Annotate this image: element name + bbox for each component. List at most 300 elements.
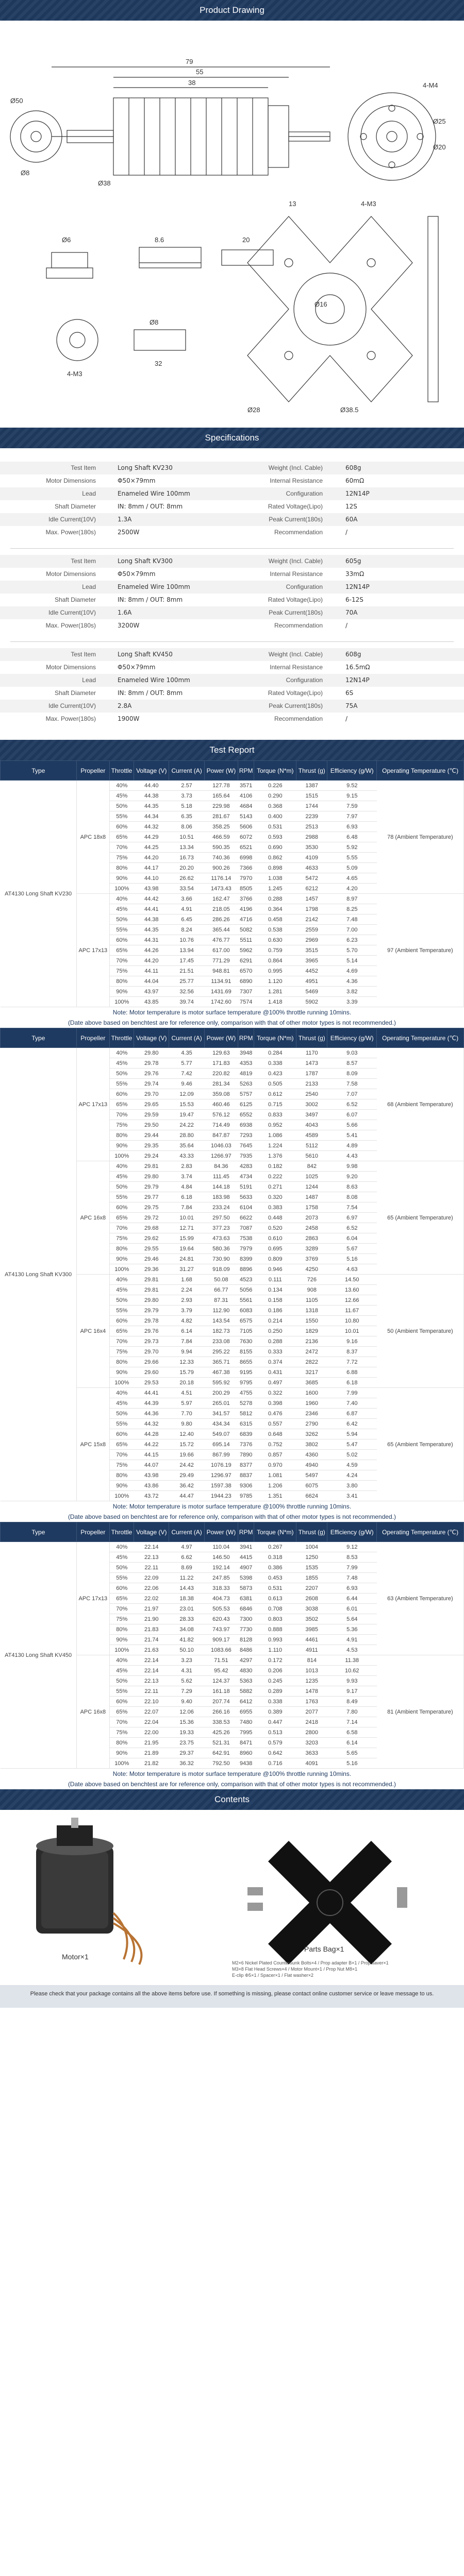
- table-cell: 4297: [238, 1655, 254, 1666]
- table-cell: 26.62: [169, 873, 204, 884]
- table-cell: 8471: [238, 1738, 254, 1748]
- table-cell: 521.31: [204, 1738, 238, 1748]
- section-title-product-drawing: Product Drawing: [0, 0, 464, 21]
- spec-value: Enameled Wire 100mm: [118, 676, 190, 684]
- table-cell: 12.71: [169, 1223, 204, 1233]
- table-cell: 4684: [238, 801, 254, 811]
- table-cell: 28.33: [169, 1614, 204, 1624]
- table-cell: 8.09: [327, 1069, 377, 1079]
- table-cell: 55%: [109, 1573, 134, 1583]
- propeller-cell: APC 17x13: [76, 1542, 109, 1655]
- table-cell: 0.520: [254, 1223, 296, 1233]
- table-cell: 127.78: [204, 781, 238, 791]
- table-header: Propeller: [76, 1522, 109, 1542]
- table-cell: 44.42: [134, 894, 169, 904]
- table-cell: 20.18: [169, 1378, 204, 1388]
- table-cell: 0.271: [254, 1182, 296, 1192]
- table-header: Thrust (g): [296, 1522, 327, 1542]
- table-cell: 10.62: [327, 1666, 377, 1676]
- table-cell: 4.24: [327, 1470, 377, 1481]
- table-cell: 90%: [109, 1748, 134, 1758]
- table-cell: 44.41: [134, 904, 169, 914]
- table-cell: 9.46: [169, 1079, 204, 1089]
- table-cell: 7.48: [327, 1573, 377, 1583]
- table-cell: 11.22: [169, 1573, 204, 1583]
- dim-label: 13: [289, 200, 296, 208]
- table-cell: 43.98: [134, 884, 169, 894]
- table-cell: 6.42: [327, 1419, 377, 1429]
- spec-value: IN: 8mm / OUT: 8mm: [118, 596, 183, 603]
- spec-value: Enameled Wire 100mm: [118, 583, 190, 590]
- spec-block: [0, 648, 464, 725]
- table-cell: 1004: [296, 1542, 327, 1552]
- table-cell: 22.00: [134, 1727, 169, 1738]
- spec-row: [0, 648, 464, 661]
- table-cell: 1.038: [254, 873, 296, 884]
- table-cell: 35.64: [169, 1141, 204, 1151]
- spec-key: Test Item: [71, 651, 96, 658]
- table-cell: 6.14: [169, 1326, 204, 1336]
- propeller-cell: APC 16x8: [76, 1161, 109, 1275]
- table-header: Operating Temperature (℃): [377, 1028, 464, 1048]
- table-cell: 87.31: [204, 1295, 238, 1306]
- table-cell: 0.752: [254, 1439, 296, 1450]
- table-cell: 43.86: [134, 1481, 169, 1491]
- table-cell: 5.18: [169, 801, 204, 811]
- table-cell: 814: [296, 1655, 327, 1666]
- table-cell: 7730: [238, 1624, 254, 1635]
- table-cell: 6.58: [327, 1727, 377, 1738]
- table-cell: 1550: [296, 1316, 327, 1326]
- table-cell: 13.60: [327, 1285, 377, 1295]
- dim-label: 4-M3: [67, 370, 82, 378]
- note-line: Note: Motor temperature is motor surface temperature @100% throttle running 10mins.: [112, 1009, 352, 1016]
- table-cell: 4283: [238, 1161, 254, 1172]
- table-cell: 6412: [238, 1697, 254, 1707]
- table-cell: 6521: [238, 842, 254, 853]
- table-cell: 44.29: [134, 832, 169, 842]
- table-cell: 22.13: [134, 1676, 169, 1686]
- table-cell: 15.53: [169, 1099, 204, 1110]
- table-cell: 11.38: [327, 1655, 377, 1666]
- spec-row: [0, 487, 464, 500]
- table-cell: 1235: [296, 1676, 327, 1686]
- spec-value: 60A: [345, 516, 358, 523]
- spec-key: Motor Dimensions: [46, 664, 96, 671]
- table-cell: 65%: [109, 1326, 134, 1336]
- table-cell: 1744: [296, 801, 327, 811]
- table-cell: 3985: [296, 1624, 327, 1635]
- table-cell: 44.47: [169, 1491, 204, 1501]
- table-header: Throttle: [109, 1028, 134, 1048]
- table-cell: 0.182: [254, 1161, 296, 1172]
- table-cell: 43.97: [134, 987, 169, 997]
- table-cell: 297.50: [204, 1213, 238, 1223]
- table-cell: 29.76: [134, 1326, 169, 1336]
- table-cell: 8896: [238, 1264, 254, 1275]
- table-cell: 10.01: [327, 1326, 377, 1336]
- table-cell: 6.97: [327, 1213, 377, 1223]
- spec-block: [0, 555, 464, 632]
- spec-value: Long Shaft KV300: [118, 557, 173, 565]
- table-cell: 29.36: [134, 1264, 169, 1275]
- table-cell: 21.95: [134, 1738, 169, 1748]
- table-cell: 0.338: [254, 1697, 296, 1707]
- table-cell: 3965: [296, 956, 327, 966]
- table-cell: 4911: [296, 1645, 327, 1655]
- table-cell: 44.40: [134, 781, 169, 791]
- table-cell: 12.33: [169, 1357, 204, 1367]
- table-cell: 36.42: [169, 1481, 204, 1491]
- propeller-cell: APC 15x8: [76, 1388, 109, 1501]
- spec-row: [0, 687, 464, 700]
- table-cell: 5.66: [327, 1120, 377, 1130]
- table-header: Torque (N*m): [254, 761, 296, 781]
- table-header: Power (W): [204, 1522, 238, 1542]
- table-cell: 55%: [109, 1306, 134, 1316]
- table-cell: 5873: [238, 1583, 254, 1594]
- spec-value: 2500W: [118, 529, 140, 536]
- table-cell: 5561: [238, 1295, 254, 1306]
- table-cell: 5469: [296, 987, 327, 997]
- spec-value: 75A: [345, 702, 358, 709]
- note-line: (Date above based on benchtest are for reference only, comparison with that of other motor types is not recommended.): [68, 1513, 396, 1520]
- table-cell: 3515: [296, 945, 327, 956]
- table-cell: 0.531: [254, 822, 296, 832]
- table-cell: 44.35: [134, 801, 169, 811]
- table-cell: 111.45: [204, 1172, 238, 1182]
- table-cell: 7935: [238, 1151, 254, 1161]
- table-cell: 110.04: [204, 1542, 238, 1552]
- table-cell: 44.10: [134, 873, 169, 884]
- table-cell: 7307: [238, 987, 254, 997]
- table-cell: 5472: [296, 873, 327, 884]
- table-cell: 743.97: [204, 1624, 238, 1635]
- table-cell: 45%: [109, 1398, 134, 1409]
- table-cell: 3802: [296, 1439, 327, 1450]
- spec-value: 12N14P: [345, 676, 370, 684]
- table-cell: 5.41: [327, 1130, 377, 1141]
- table-cell: 43.85: [134, 997, 169, 1007]
- table-cell: 29.72: [134, 1213, 169, 1223]
- table-cell: 0.708: [254, 1604, 296, 1614]
- note-line: (Date above based on benchtest are for reference only, comparison with that of other motor types is not recommended.): [68, 1019, 396, 1026]
- table-cell: 9785: [238, 1491, 254, 1501]
- spec-block: [0, 462, 464, 539]
- table-cell: 7.84: [169, 1202, 204, 1213]
- table-cell: 90%: [109, 1367, 134, 1378]
- table-cell: 12.66: [327, 1295, 377, 1306]
- table-cell: 0.612: [254, 1089, 296, 1099]
- parts-list-line: M2×6 Nickel Plated Countersunk Bolts×4 / Prop adapter B×1 / Prop saver×1: [232, 1960, 389, 1965]
- table-cell: 65%: [109, 1099, 134, 1110]
- table-cell: 29.24: [134, 1151, 169, 1161]
- table-cell: 8960: [238, 1748, 254, 1758]
- table-cell: 233.08: [204, 1336, 238, 1347]
- table-cell: 80%: [109, 976, 134, 987]
- table-cell: 714.49: [204, 1120, 238, 1130]
- spec-value: /: [345, 715, 348, 722]
- table-cell: 0.400: [254, 811, 296, 822]
- table-cell: 4907: [238, 1563, 254, 1573]
- table-cell: 24.81: [169, 1254, 204, 1264]
- table-cell: 5.77: [169, 1058, 204, 1069]
- propeller-cell: APC 18x8: [76, 781, 109, 894]
- spec-value: 12N14P: [345, 490, 370, 497]
- table-cell: 6291: [238, 956, 254, 966]
- table-cell: 1960: [296, 1398, 327, 1409]
- table-cell: 21.97: [134, 1604, 169, 1614]
- table-cell: 2239: [296, 811, 327, 822]
- table-header: Voltage (V): [134, 1522, 169, 1542]
- table-cell: 3.23: [169, 1655, 204, 1666]
- table-cell: 1266.97: [204, 1151, 238, 1161]
- table-cell: 1855: [296, 1573, 327, 1583]
- table-cell: 792.50: [204, 1758, 238, 1769]
- table-cell: 40%: [109, 1048, 134, 1058]
- table-cell: 32.56: [169, 987, 204, 997]
- table-cell: 233.24: [204, 1202, 238, 1213]
- table-cell: 8.37: [327, 1347, 377, 1357]
- table-cell: 4589: [296, 1130, 327, 1141]
- table-cell: 0.398: [254, 1398, 296, 1409]
- table-cell: 0.759: [254, 945, 296, 956]
- table-cell: 6.88: [327, 1367, 377, 1378]
- spec-value: IN: 8mm / OUT: 8mm: [118, 689, 183, 697]
- table-cell: 0.389: [254, 1707, 296, 1717]
- table-cell: 55%: [109, 811, 134, 822]
- table-header: Type: [1, 1522, 77, 1542]
- table-cell: 7366: [238, 863, 254, 873]
- table-cell: 0.374: [254, 1357, 296, 1367]
- table-cell: 65%: [109, 945, 134, 956]
- table-cell: 40%: [109, 781, 134, 791]
- table-cell: 5497: [296, 1470, 327, 1481]
- table-cell: 29.44: [134, 1130, 169, 1141]
- table-header: RPM: [238, 1522, 254, 1542]
- table-cell: 200.29: [204, 1388, 238, 1398]
- table-cell: 0.531: [254, 1583, 296, 1594]
- spec-key: Weight (Incl. Cable): [268, 464, 323, 471]
- table-cell: 29.80: [134, 1048, 169, 1058]
- table-cell: 3.80: [327, 1481, 377, 1491]
- table-row: [1, 781, 464, 791]
- table-cell: 730.90: [204, 1254, 238, 1264]
- table-cell: 43.33: [169, 1151, 204, 1161]
- spec-key: Rated Voltage(Lipo): [268, 689, 323, 697]
- table-cell: 6083: [238, 1306, 254, 1316]
- table-header: Throttle: [109, 1522, 134, 1542]
- table-cell: 70%: [109, 842, 134, 853]
- table-cell: 6125: [238, 1099, 254, 1110]
- table-cell: 44.15: [134, 1450, 169, 1460]
- table-cell: 22.11: [134, 1686, 169, 1697]
- table-cell: 17.45: [169, 956, 204, 966]
- dim-label: Ø8: [21, 169, 30, 177]
- table-cell: 900.26: [204, 863, 238, 873]
- table-cell: 2513: [296, 822, 327, 832]
- spec-key: Recommendation: [274, 622, 323, 629]
- table-cell: 24.22: [169, 1120, 204, 1130]
- table-cell: 65%: [109, 1594, 134, 1604]
- table-cell: 0.284: [254, 1048, 296, 1058]
- table-cell: 3203: [296, 1738, 327, 1748]
- table-cell: 1.245: [254, 884, 296, 894]
- table-cell: 265.01: [204, 1398, 238, 1409]
- table-cell: 71.51: [204, 1655, 238, 1666]
- table-cell: 7.00: [327, 925, 377, 935]
- table-cell: 505.53: [204, 1604, 238, 1614]
- table-cell: 3685: [296, 1378, 327, 1388]
- table-cell: 22.09: [134, 1573, 169, 1583]
- table-cell: 6.52: [327, 1223, 377, 1233]
- spec-key: Internal Resistance: [270, 477, 323, 484]
- table-cell: 0.995: [254, 966, 296, 976]
- table-cell: 4.51: [169, 1388, 204, 1398]
- table-cell: 1.376: [254, 1151, 296, 1161]
- table-cell: 0.970: [254, 1460, 296, 1470]
- spec-value: 608g: [345, 651, 361, 658]
- table-cell: 44.25: [134, 842, 169, 853]
- table-cell: 7087: [238, 1223, 254, 1233]
- table-cell: 4.82: [169, 1316, 204, 1326]
- table-cell: 4.91: [327, 1635, 377, 1645]
- table-cell: 44.07: [134, 1460, 169, 1470]
- table-cell: 0.206: [254, 1666, 296, 1676]
- table-cell: 41.82: [169, 1635, 204, 1645]
- table-cell: 22.14: [134, 1655, 169, 1666]
- table-cell: 65%: [109, 1439, 134, 1450]
- table-cell: 4250: [296, 1264, 327, 1275]
- table-cell: 2800: [296, 1727, 327, 1738]
- table-cell: 45%: [109, 1285, 134, 1295]
- table-cell: 4940: [296, 1460, 327, 1470]
- table-cell: 50.10: [169, 1645, 204, 1655]
- table-cell: 7.14: [327, 1717, 377, 1727]
- table-cell: 7890: [238, 1450, 254, 1460]
- spec-key: Shaft Diameter: [54, 689, 96, 697]
- table-cell: 29.46: [134, 1254, 169, 1264]
- table-cell: 43.98: [134, 1470, 169, 1481]
- table-cell: 29.80: [134, 1172, 169, 1182]
- table-cell: 365.44: [204, 925, 238, 935]
- table-cell: 6.48: [327, 832, 377, 842]
- table-cell: 29.37: [169, 1748, 204, 1758]
- table-cell: 5056: [238, 1285, 254, 1295]
- motor-image: [36, 1818, 141, 1964]
- table-cell: 100%: [109, 1645, 134, 1655]
- table-cell: 3.82: [327, 987, 377, 997]
- table-header: Torque (N*m): [254, 1028, 296, 1048]
- dim-label: Ø6: [62, 236, 71, 244]
- table-cell: 9.20: [327, 1172, 377, 1182]
- spec-key: Peak Current(180s): [269, 702, 323, 709]
- table-cell: 2863: [296, 1233, 327, 1244]
- table-cell: 40%: [109, 1655, 134, 1666]
- table-cell: 365.71: [204, 1357, 238, 1367]
- table-cell: 55%: [109, 1079, 134, 1089]
- divider: [10, 641, 454, 642]
- table-cell: 8.08: [327, 1192, 377, 1202]
- table-cell: 7105: [238, 1326, 254, 1336]
- table-row: [1, 1048, 464, 1058]
- table-cell: 4353: [238, 1058, 254, 1069]
- parts-bag-label: Parts Bag×1: [304, 1945, 344, 1953]
- table-cell: 84.36: [204, 1161, 238, 1172]
- spec-key: Configuration: [286, 583, 323, 590]
- table-cell: 0.448: [254, 1213, 296, 1223]
- table-cell: 1.224: [254, 1141, 296, 1151]
- table-cell: 1134.91: [204, 976, 238, 987]
- table-cell: 6.01: [327, 1604, 377, 1614]
- table-cell: 8.97: [327, 894, 377, 904]
- table-cell: 29.81: [134, 1285, 169, 1295]
- spec-value: Enameled Wire 100mm: [118, 490, 190, 497]
- table-cell: 20.20: [169, 863, 204, 873]
- table-cell: 22.04: [134, 1717, 169, 1727]
- table-cell: 0.476: [254, 1409, 296, 1419]
- table-cell: 266.16: [204, 1707, 238, 1717]
- table-cell: 0.214: [254, 1316, 296, 1326]
- spec-key: Lead: [82, 583, 96, 590]
- table-cell: 0.557: [254, 1419, 296, 1429]
- table-cell: 6.23: [327, 935, 377, 945]
- spec-value: /: [345, 529, 348, 536]
- table-cell: 44.36: [134, 1409, 169, 1419]
- dim-label: Ø16: [314, 300, 327, 308]
- table-cell: 0.423: [254, 1069, 296, 1079]
- table-cell: 144.18: [204, 1182, 238, 1192]
- table-cell: 460.46: [204, 1099, 238, 1110]
- dim-label: Ø50: [10, 97, 23, 105]
- table-cell: 22.10: [134, 1697, 169, 1707]
- table-cell: 55%: [109, 1686, 134, 1697]
- table-cell: 0.245: [254, 1676, 296, 1686]
- table-cell: 867.99: [204, 1450, 238, 1460]
- table-cell: 8.69: [169, 1563, 204, 1573]
- table-cell: 466.59: [204, 832, 238, 842]
- table-cell: 1.68: [169, 1275, 204, 1285]
- table-cell: 70%: [109, 1223, 134, 1233]
- table-cell: 29.50: [134, 1120, 169, 1130]
- table-cell: 1.351: [254, 1491, 296, 1501]
- table-cell: 60%: [109, 1202, 134, 1213]
- table-cell: 771.29: [204, 956, 238, 966]
- table-cell: 29.70: [134, 1089, 169, 1099]
- table-cell: 2346: [296, 1409, 327, 1419]
- table-cell: 0.715: [254, 1099, 296, 1110]
- table-cell: 1763: [296, 1697, 327, 1707]
- table-cell: 165.64: [204, 791, 238, 801]
- table-cell: 124.37: [204, 1676, 238, 1686]
- table-cell: 29.62: [134, 1233, 169, 1244]
- table-cell: 66.77: [204, 1285, 238, 1295]
- table-cell: 29.66: [134, 1357, 169, 1367]
- table-cell: 0.289: [254, 1686, 296, 1697]
- table-cell: 4.97: [169, 1542, 204, 1552]
- table-cell: 44.32: [134, 1419, 169, 1429]
- table-cell: 60%: [109, 1429, 134, 1439]
- note-line: (Date above based on benchtest are for reference only, comparison with that of other motor types is not recommended.): [68, 1781, 396, 1788]
- table-cell: 1478: [296, 1686, 327, 1697]
- spec-key: Recommendation: [274, 715, 323, 722]
- table-cell: 100%: [109, 1378, 134, 1388]
- table-cell: 8837: [238, 1470, 254, 1481]
- table-cell: 3.66: [169, 894, 204, 904]
- table-cell: 9.15: [327, 791, 377, 801]
- table-cell: 182.73: [204, 1326, 238, 1336]
- table-cell: 44.38: [134, 791, 169, 801]
